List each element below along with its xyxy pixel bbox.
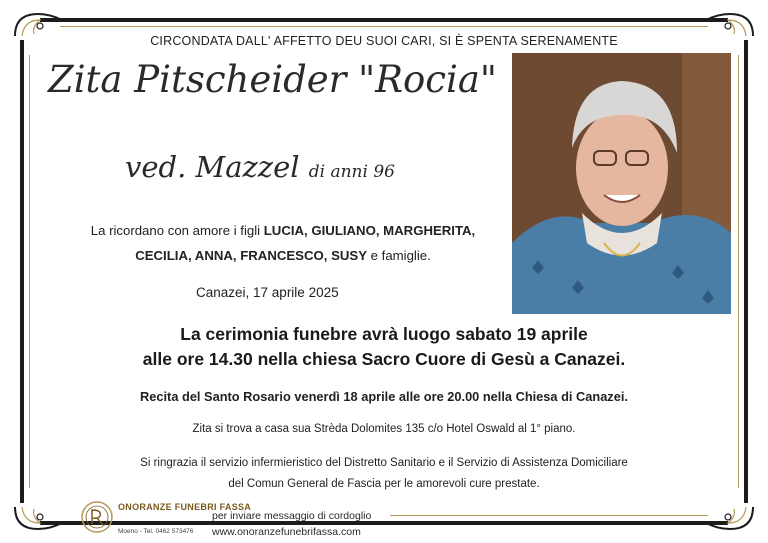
children-names-line2: CECILIA, ANNA, FRANCESCO, SUSY	[135, 248, 367, 263]
place-date: Canazei, 17 aprile 2025	[196, 285, 339, 300]
frame-bottom-gold-line	[390, 515, 708, 516]
frame-bottom-border	[40, 521, 728, 525]
acknowledgements-line2: del Comun General de Fascia per le amorevoli cure prestate.	[228, 478, 540, 490]
acknowledgements	[0, 453, 768, 495]
deceased-age: di anni 96	[308, 162, 395, 182]
ceremony-line1: La cerimonia funebre avrà luogo sabato 19 aprile	[180, 324, 588, 344]
condolence-url-link[interactable]: www.onoranzefunebrifassa.com	[212, 526, 361, 538]
condolence-cta: per inviare messaggio di cordoglio	[212, 510, 372, 522]
notice-header: CIRCONDATA DALL' AFFETTO DEU SUOI CARI, SI È SPENTA SERENAMENTE	[150, 34, 618, 48]
viewing-location: Zita si trova a casa sua Strèda Dolomites 135 c/o Hotel Oswald al 1° piano.	[192, 423, 576, 435]
corner-ornament-icon	[698, 497, 758, 537]
portrait-photo	[512, 53, 731, 314]
children-names-line1: LUCIA, GIULIANO, MARGHERITA,	[263, 223, 476, 238]
deceased-name: Zita Pitscheider "Rocia"	[48, 58, 497, 101]
ceremony-announcement	[0, 322, 768, 372]
portrait-image	[512, 53, 731, 314]
family-intro: La ricordano con amore i figli	[90, 223, 261, 238]
family-mourners	[48, 218, 518, 268]
deceased-widow-line	[125, 150, 395, 184]
funeral-home-logo-icon	[80, 500, 114, 534]
family-suffix: e famiglie.	[370, 248, 431, 263]
widow-of: ved. Mazzel	[125, 150, 300, 184]
frame-top-gold-line	[60, 26, 708, 27]
corner-ornament-icon	[10, 497, 70, 537]
funeral-home-contact: Moeno - Tel. 0462 573476	[118, 528, 194, 535]
acknowledgements-line1: Si ringrazia il servizio infermieristico del Distretto Sanitario e il Servizio di Assistenza Domiciliare	[140, 457, 628, 469]
frame-top-border	[40, 18, 728, 22]
funeral-home-name: ONORANZE FUNEBRI FASSA	[118, 502, 252, 512]
ceremony-line2: alle ore 14.30 nella chiesa Sacro Cuore di Gesù a Canazei.	[142, 349, 626, 369]
rosary-notice: Recita del Santo Rosario venerdì 18 aprile alle ore 20.00 nella Chiesa di Canazei.	[140, 389, 628, 404]
